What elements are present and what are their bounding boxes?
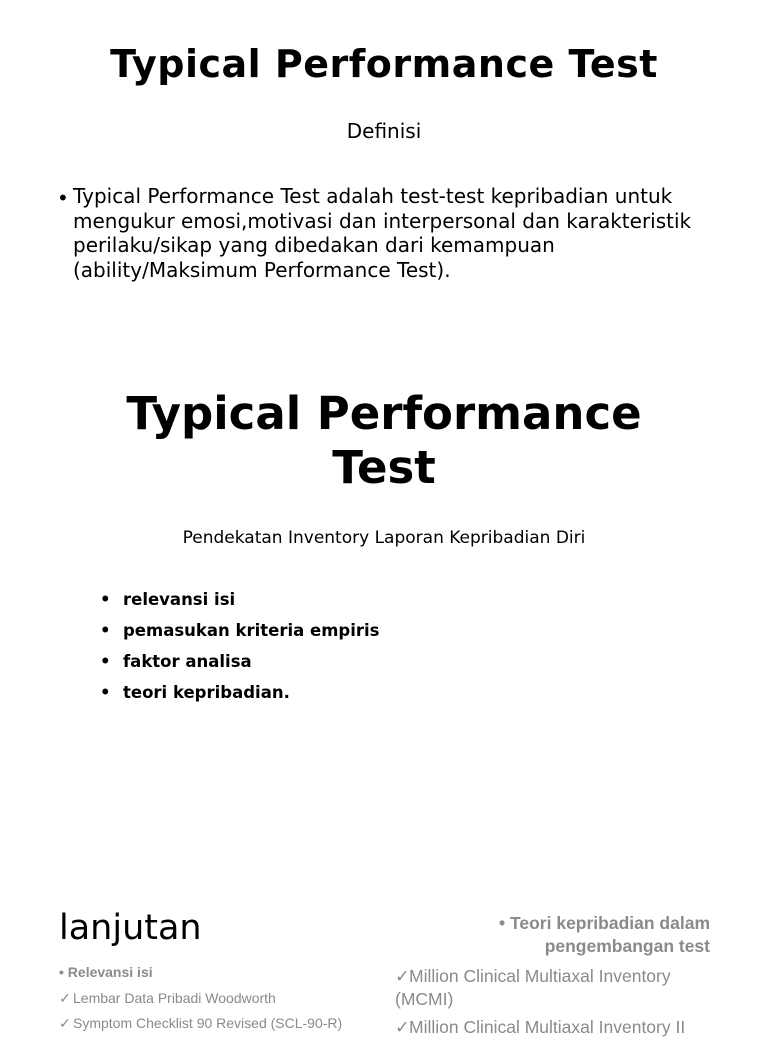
slide1-title: Typical Performance Test bbox=[110, 42, 658, 86]
slide3-title: lanjutan bbox=[59, 908, 202, 948]
list-item bbox=[100, 621, 379, 652]
list-item bbox=[100, 683, 379, 714]
list-item-label: teori kepribadian. bbox=[123, 683, 290, 702]
list-item-label: pemasukan kriteria empiris bbox=[123, 621, 380, 640]
list-item bbox=[100, 652, 379, 683]
right-list-item-label: Million Clinical Multiaxal Inventory (MCMI) bbox=[395, 966, 671, 1009]
check-icon: ✓ bbox=[395, 1017, 410, 1037]
check-icon: ✓ bbox=[395, 966, 410, 986]
left-list-item-label: Lembar Data Pribadi Woodworth bbox=[73, 990, 276, 1006]
slide2-subtitle: Pendekatan Inventory Laporan Kepribadian Diri bbox=[182, 528, 586, 548]
left-column-heading: • Relevansi isi bbox=[59, 964, 153, 980]
right-column-heading: • Teori kepribadian dalam pengembangan test bbox=[499, 913, 710, 956]
bullet-marker: • bbox=[100, 683, 111, 702]
right-list-item bbox=[395, 965, 715, 1011]
slide1-subtitle: Definisi bbox=[346, 119, 422, 143]
definition-text: Typical Performance Test adalah test-test kepribadian untuk mengukur emosi,motivasi dan interpersonal dan karakteristik perilaku/sikap yang dibedakan dari kemampuan (ability/Maksimum Performance Test). bbox=[73, 184, 692, 282]
bullet-marker: • bbox=[100, 590, 111, 609]
list-item bbox=[100, 590, 379, 621]
bullet-marker: • bbox=[100, 652, 111, 671]
slide2-title-line2: Test bbox=[332, 441, 436, 494]
slide2-title-line1: Typical Performance bbox=[126, 387, 642, 440]
right-list-item bbox=[395, 1016, 715, 1039]
slide2-title bbox=[0, 387, 768, 495]
check-icon: ✓ bbox=[59, 1015, 71, 1031]
left-list-item bbox=[59, 1015, 342, 1032]
slide2-title-area bbox=[0, 387, 768, 510]
left-list-item bbox=[59, 990, 276, 1007]
check-icon: ✓ bbox=[59, 990, 71, 1006]
list-item-label: relevansi isi bbox=[123, 590, 236, 609]
approach-list bbox=[100, 590, 379, 714]
right-list-item-label: Million Clinical Multiaxal Inventory II bbox=[409, 1017, 686, 1037]
left-list-item-label: Symptom Checklist 90 Revised (SCL-90-R) bbox=[73, 1015, 343, 1031]
list-item-label: faktor analisa bbox=[123, 652, 252, 671]
bullet-marker: • bbox=[100, 621, 111, 640]
bullet-marker: • bbox=[57, 186, 69, 210]
